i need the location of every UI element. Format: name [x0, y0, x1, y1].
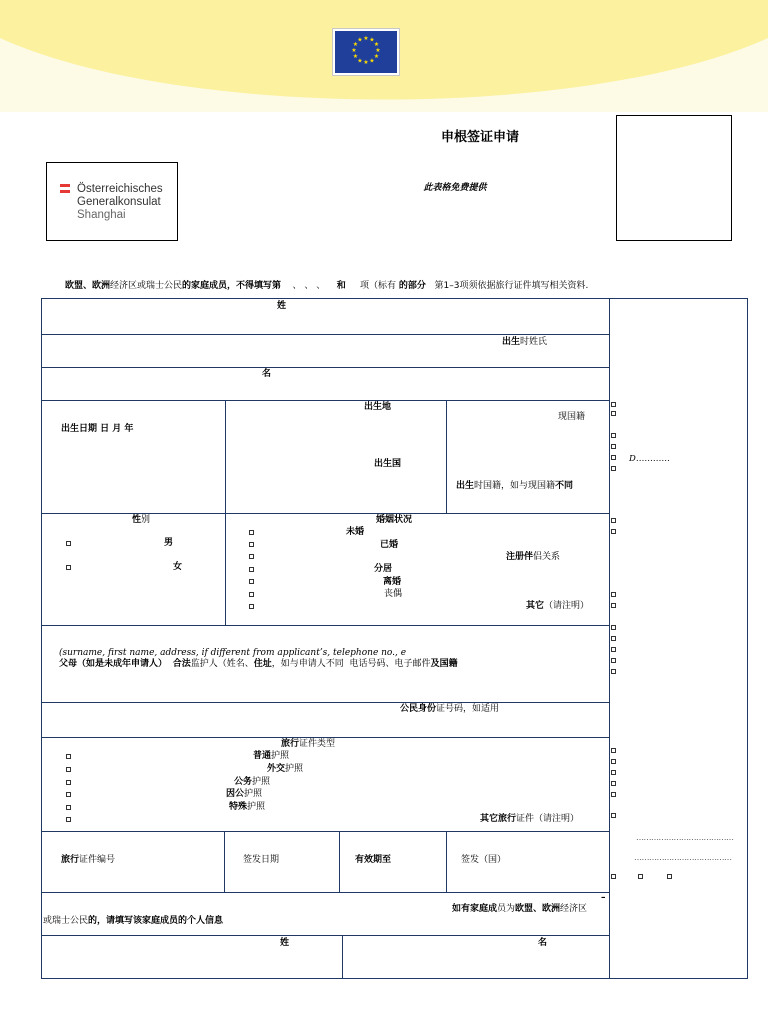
photo-box [616, 115, 732, 241]
logo-line-2: Generalkonsulat [77, 196, 161, 208]
female-checkbox[interactable] [66, 565, 71, 570]
intro-text: 欧盟、欧洲经济区或瑞士公民的家庭成员，不得填写第 、 、 、 和 项（标有 的部分 第1–3项须依据旅行证件填写相关资料. [65, 281, 589, 291]
diplomatic-passport-checkbox[interactable] [66, 767, 71, 772]
svg-text:★: ★ [352, 53, 359, 60]
svg-text:★: ★ [373, 53, 380, 60]
other-doc-checkbox[interactable] [66, 817, 71, 822]
page-title: 申根签证申请 [440, 130, 519, 145]
official-checkbox[interactable] [611, 466, 616, 471]
official-checkbox[interactable] [611, 781, 616, 786]
widowed-checkbox[interactable] [249, 592, 254, 597]
registered-partnership-checkbox[interactable] [249, 554, 254, 559]
travel-doc-type-label: 旅行证件类型 [281, 739, 336, 749]
official-checkbox[interactable] [611, 874, 616, 879]
date-of-birth-label: 出生日期 日 月 年 [61, 424, 134, 434]
given-name-label: 名 [262, 369, 272, 379]
official-checkbox[interactable] [611, 455, 616, 460]
issue-date-label: 签发日期 [243, 855, 280, 865]
travel-doc-number-label: 旅行证件编号 [61, 855, 116, 865]
married-label: 已婚 [380, 540, 399, 550]
registered-partnership-label: 注册伴侣关系 [506, 552, 561, 562]
separated-checkbox[interactable] [249, 567, 254, 572]
official-dots-line: ………………………………… [634, 853, 732, 862]
valid-until-label: 有效期至 [355, 855, 392, 865]
official-checkbox[interactable] [611, 402, 616, 407]
official-checkbox[interactable] [611, 770, 616, 775]
official-checkbox[interactable] [611, 647, 616, 652]
single-checkbox[interactable] [249, 530, 254, 535]
family-member-label: 如有家庭成员为欧盟、欧洲经济区 [452, 904, 588, 914]
svg-text:★: ★ [373, 41, 380, 48]
separated-label: 分居 [374, 564, 393, 574]
other-doc-label: 其它旅行证件（请注明） [480, 814, 580, 824]
female-label: 女 [173, 562, 183, 572]
issued-by-label: 签发（国） [461, 855, 507, 865]
nationality-at-birth-label: 出生时国籍，如与现国籍不同 [456, 481, 574, 491]
divorced-label: 离婚 [383, 577, 402, 587]
service-passport-checkbox[interactable] [66, 780, 71, 785]
surname-label: 姓 [277, 301, 287, 311]
marital-status-label: 婚姻状况 [376, 515, 413, 525]
eu-flag-icon [333, 29, 399, 75]
national-id-label: 公民身份证号码，如适用 [400, 704, 500, 714]
birth-surname-label: 出生时姓氏 [502, 337, 548, 347]
male-label: 男 [164, 538, 174, 548]
widowed-label: 丧偶 [384, 589, 403, 599]
official-checkbox[interactable] [611, 658, 616, 663]
official-checkbox[interactable] [611, 444, 616, 449]
official-checkbox[interactable] [611, 433, 616, 438]
official-checkbox[interactable] [611, 603, 616, 608]
official-checkbox[interactable] [611, 529, 616, 534]
logo-line-3: Shanghai [77, 209, 126, 221]
ordinary-passport-label: 普通护照 [253, 751, 290, 761]
other-marital-label: 其它（请注明） [526, 601, 590, 611]
sex-label: 性别 [132, 515, 151, 525]
service-passport-label: 公务护照 [234, 777, 271, 787]
official-checkbox[interactable] [638, 874, 643, 879]
svg-text:★: ★ [351, 47, 357, 54]
male-checkbox[interactable] [66, 541, 71, 546]
special-passport-checkbox[interactable] [66, 805, 71, 810]
place-of-birth-label: 出生地 [364, 402, 392, 412]
dash-mark: – [601, 893, 606, 903]
svg-text:★: ★ [363, 35, 369, 42]
married-checkbox[interactable] [249, 542, 254, 547]
official-dots-line: ………………………………… [636, 833, 734, 842]
single-label: 未婚 [346, 527, 365, 537]
svg-text:★: ★ [357, 57, 363, 65]
official-checkbox[interactable] [611, 748, 616, 753]
official-checkbox[interactable] [611, 813, 616, 818]
consulate-logo [46, 162, 178, 241]
austria-flag-icon [60, 184, 70, 193]
official-passport-label: 因公护照 [226, 789, 263, 799]
diplomatic-passport-label: 外交护照 [267, 764, 304, 774]
logo-line-1: Österreichisches [77, 183, 163, 195]
guardian-label: 父母（如是未成年申请人） 合法监护人（姓名、住址，如与申请人不同 电话号码、电子邮件及国籍 [59, 659, 458, 669]
svg-text:★: ★ [369, 36, 375, 44]
nationality-label: 现国籍 [558, 412, 586, 422]
official-checkbox[interactable] [611, 592, 616, 597]
svg-text:★: ★ [357, 36, 363, 44]
special-passport-label: 特殊护照 [229, 802, 266, 812]
official-checkbox[interactable] [611, 759, 616, 764]
svg-text:★: ★ [375, 47, 381, 54]
divorced-checkbox[interactable] [249, 579, 254, 584]
family-surname-label: 姓 [280, 938, 290, 948]
official-checkbox[interactable] [611, 636, 616, 641]
ordinary-passport-checkbox[interactable] [66, 754, 71, 759]
visa-type-d: D………… [629, 454, 670, 464]
official-checkbox[interactable] [611, 411, 616, 416]
free-form-note: 此表格免费提供 [423, 183, 487, 193]
svg-text:★: ★ [369, 57, 375, 65]
official-checkbox[interactable] [667, 874, 672, 879]
family-member-label-2: 或瑞士公民的，请填写该家庭成员的个人信息 [43, 916, 224, 926]
other-marital-checkbox[interactable] [249, 604, 254, 609]
official-checkbox[interactable] [611, 669, 616, 674]
svg-text:★: ★ [363, 59, 369, 66]
guardian-english-label: (surname, first name, address, if different from applicant’s, telephone no., e [59, 648, 407, 658]
official-checkbox[interactable] [611, 792, 616, 797]
official-checkbox[interactable] [611, 625, 616, 630]
official-checkbox[interactable] [611, 518, 616, 523]
official-passport-checkbox[interactable] [66, 792, 71, 797]
svg-text:★: ★ [352, 41, 359, 48]
country-of-birth-label: 出生国 [374, 459, 402, 469]
family-given-name-label: 名 [538, 938, 548, 948]
